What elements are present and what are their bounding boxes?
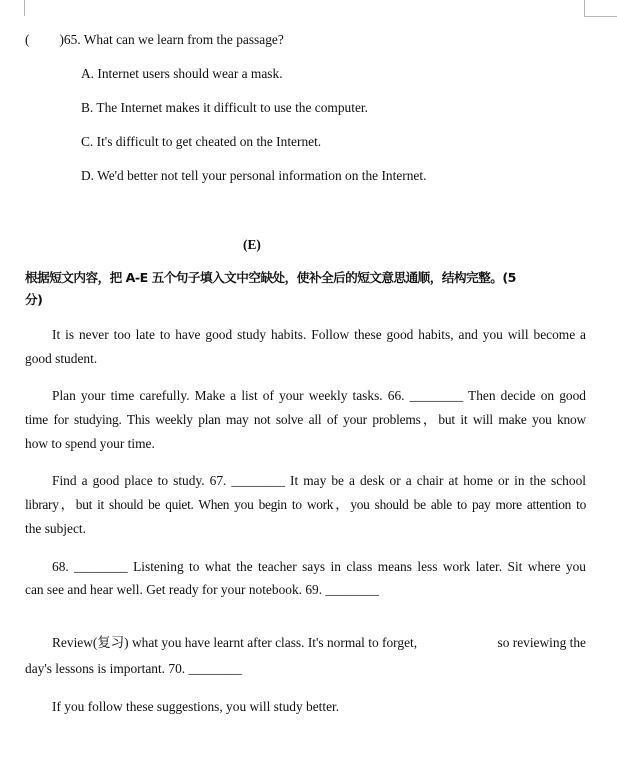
passage-p4-line-2: can see and hear well. Get ready for your notebook. 69. ________ [25,582,379,597]
question-stem: )65. What can we learn from the passage? [59,32,284,47]
passage-p3-line-2 [25,496,586,514]
option-b: B. The Internet makes it difficult to use the computer. [81,100,368,115]
passage-p6-line-1: If you follow these suggestions, you will study better. [52,699,340,714]
passage-p1-line-2: good student. [25,351,98,366]
passage-text: time for studying. This weekly plan may not solve all of your problems，but it will make you know [25,412,586,427]
passage-text: 68. ________ Listening to what the teacher says in class means less work later. Sit where you [52,559,586,574]
passage-text-right: so reviewing the [497,635,586,650]
passage-p2-line-1 [52,387,586,405]
passage-text-left: Review(复习) what you have learnt after class. It's normal to forget, [52,635,418,650]
passage-p3-line-3: the subject. [25,521,86,536]
option-c: C. It's difficult to get cheated on the Internet. [81,134,322,149]
passage-p1-line-1 [52,326,586,344]
option-d: D. We'd better not tell your personal information on the Internet. [81,168,427,183]
passage-text: library，but it should be quiet. When you begin to work，you should be able to pay more attention to [25,497,586,512]
passage-p4-line-1 [52,558,586,576]
option-a: A. Internet users should wear a mask. [81,66,283,81]
section-instruction-line-2: 分) [25,292,43,307]
passage-p2-line-3: how to spend your time. [25,436,155,451]
passage-text: Find a good place to study. 67. ________ It may be a desk or a chair at home or in the school [52,473,586,488]
section-title: (E) [243,237,261,252]
passage-p5-line-2: day's lessons is important. 70. ________ [25,661,243,676]
page-corner-mark-left [0,0,25,16]
passage-text: Plan your time carefully. Make a list of your weekly tasks. 66. ________ Then decide on good [52,388,586,403]
passage-text: It is never too late to have good study habits. Follow these good habits, and you will become a [52,327,586,342]
answer-paren: ( [25,32,30,47]
passage-p3-line-1 [52,472,586,490]
question-65 [25,31,284,49]
section-instruction-line-1: 根据短文内容，把 A-E 五个句子填入文中空缺处，使补全后的短文意思通顺，结构完整。(5 [25,270,516,285]
page-corner-mark-right [584,0,617,17]
passage-p2-line-2 [25,411,586,429]
